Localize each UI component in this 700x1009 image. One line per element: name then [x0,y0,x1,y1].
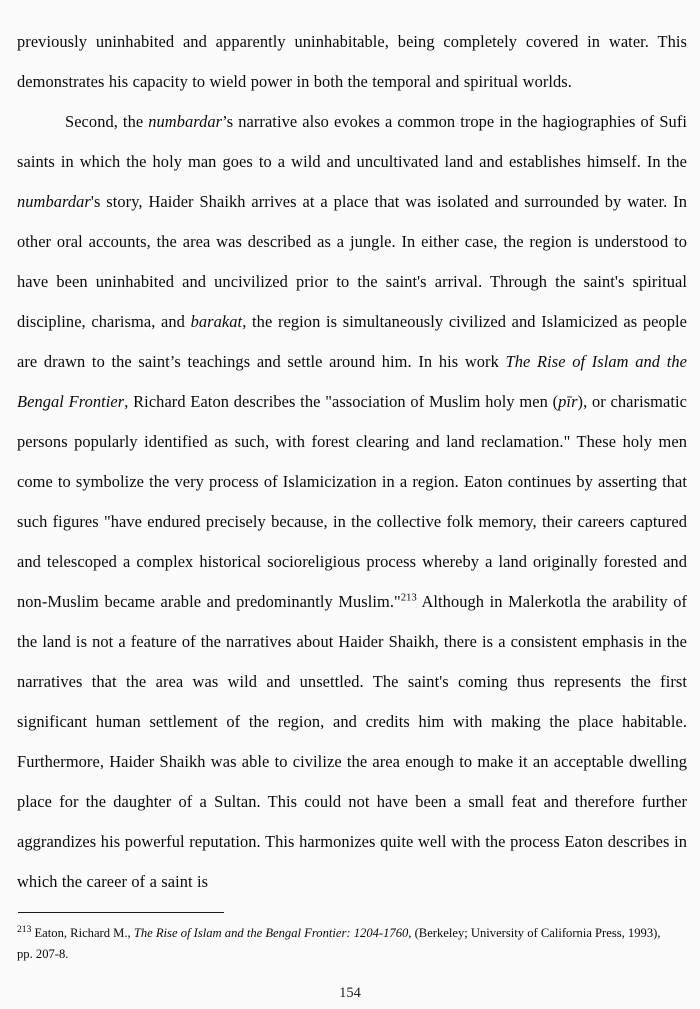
text-run: ), or charismatic persons popularly identified as such, with forest clearing and land reclamation." These holy men come to symbolize the very process of Islamicization in a region. Eaton continues by asserting that such figures "have endured precisely because, in the collective folk memory, their careers captured and telescoped a complex historical socioreligious process whereby a land originally forested and non-Muslim became arable and predominantly Muslim." [17,392,687,611]
footnote-block [17,923,677,964]
text-run: , the region is simultaneously civilized and Islamicized as people are drawn to the saint’s teachings and settle around him. In his work [17,312,687,371]
paragraph-list [17,22,687,902]
footnote-marker: 213 [17,923,32,935]
text-run: Although in Malerkotla the arability of the land is not a feature of the narratives about Haider Shaikh, there is a consistent emphasis in the narratives that the area was wild and unsettled. The saint's coming thus represents the first significant human settlement of the region, and credits him with making the place habitable. Furthermore, Haider Shaikh was able to civilize the area enough to make it an acceptable dwelling place for the daughter of a Sultan. This could not have been a small feat and therefore further aggrandizes his powerful reputation. This harmonizes quite well with the process Eaton describes in which the career of a saint is [17,592,688,891]
italic-run: The Rise of Islam and the Bengal Frontier [17,352,688,411]
footnote-213 [17,923,677,964]
italic-run: pīr [558,392,578,411]
text-run: Second, the [65,112,149,131]
italic-run: numbardar [17,192,91,211]
text-run: ’s narrative also evokes a common trope in the hagiographies of Sufi saints in which the holy man goes to a wild and uncultivated land and establishes himself. In the [17,112,687,171]
page-number: 154 [339,985,361,1001]
para-second [17,102,687,902]
text-run: 's story, Haider Shaikh arrives at a place that was isolated and surrounded by water. In other oral accounts, the area was described as a jungle. In either case, the region is understood to have been uninhabited and uncivilized prior to the saint's arrival. Through the saint's spiritual discipline, charisma, and [17,192,687,331]
footnote-reference: 213 [400,592,417,604]
body-text-block [17,22,687,902]
footnote-list [17,923,677,964]
text-run: Eaton, Richard M., [31,926,134,940]
text-run: , Richard Eaton describes the "association of Muslim holy men ( [124,392,559,411]
text-run: previously uninhabited and apparently uninhabitable, being completely covered in water. This demonstrates his capacity to wield power in both the temporal and spiritual worlds. [17,32,687,91]
italic-run: numbardar [148,112,223,131]
text-run: , (Berkeley; University of California Press, 1993), pp. 207-8. [17,926,661,961]
para-continued [17,22,687,102]
italic-run: barakat [190,312,243,331]
footnote-separator-rule [18,912,224,913]
italic-run: The Rise of Islam and the Bengal Frontier: 1204-1760 [133,926,409,940]
